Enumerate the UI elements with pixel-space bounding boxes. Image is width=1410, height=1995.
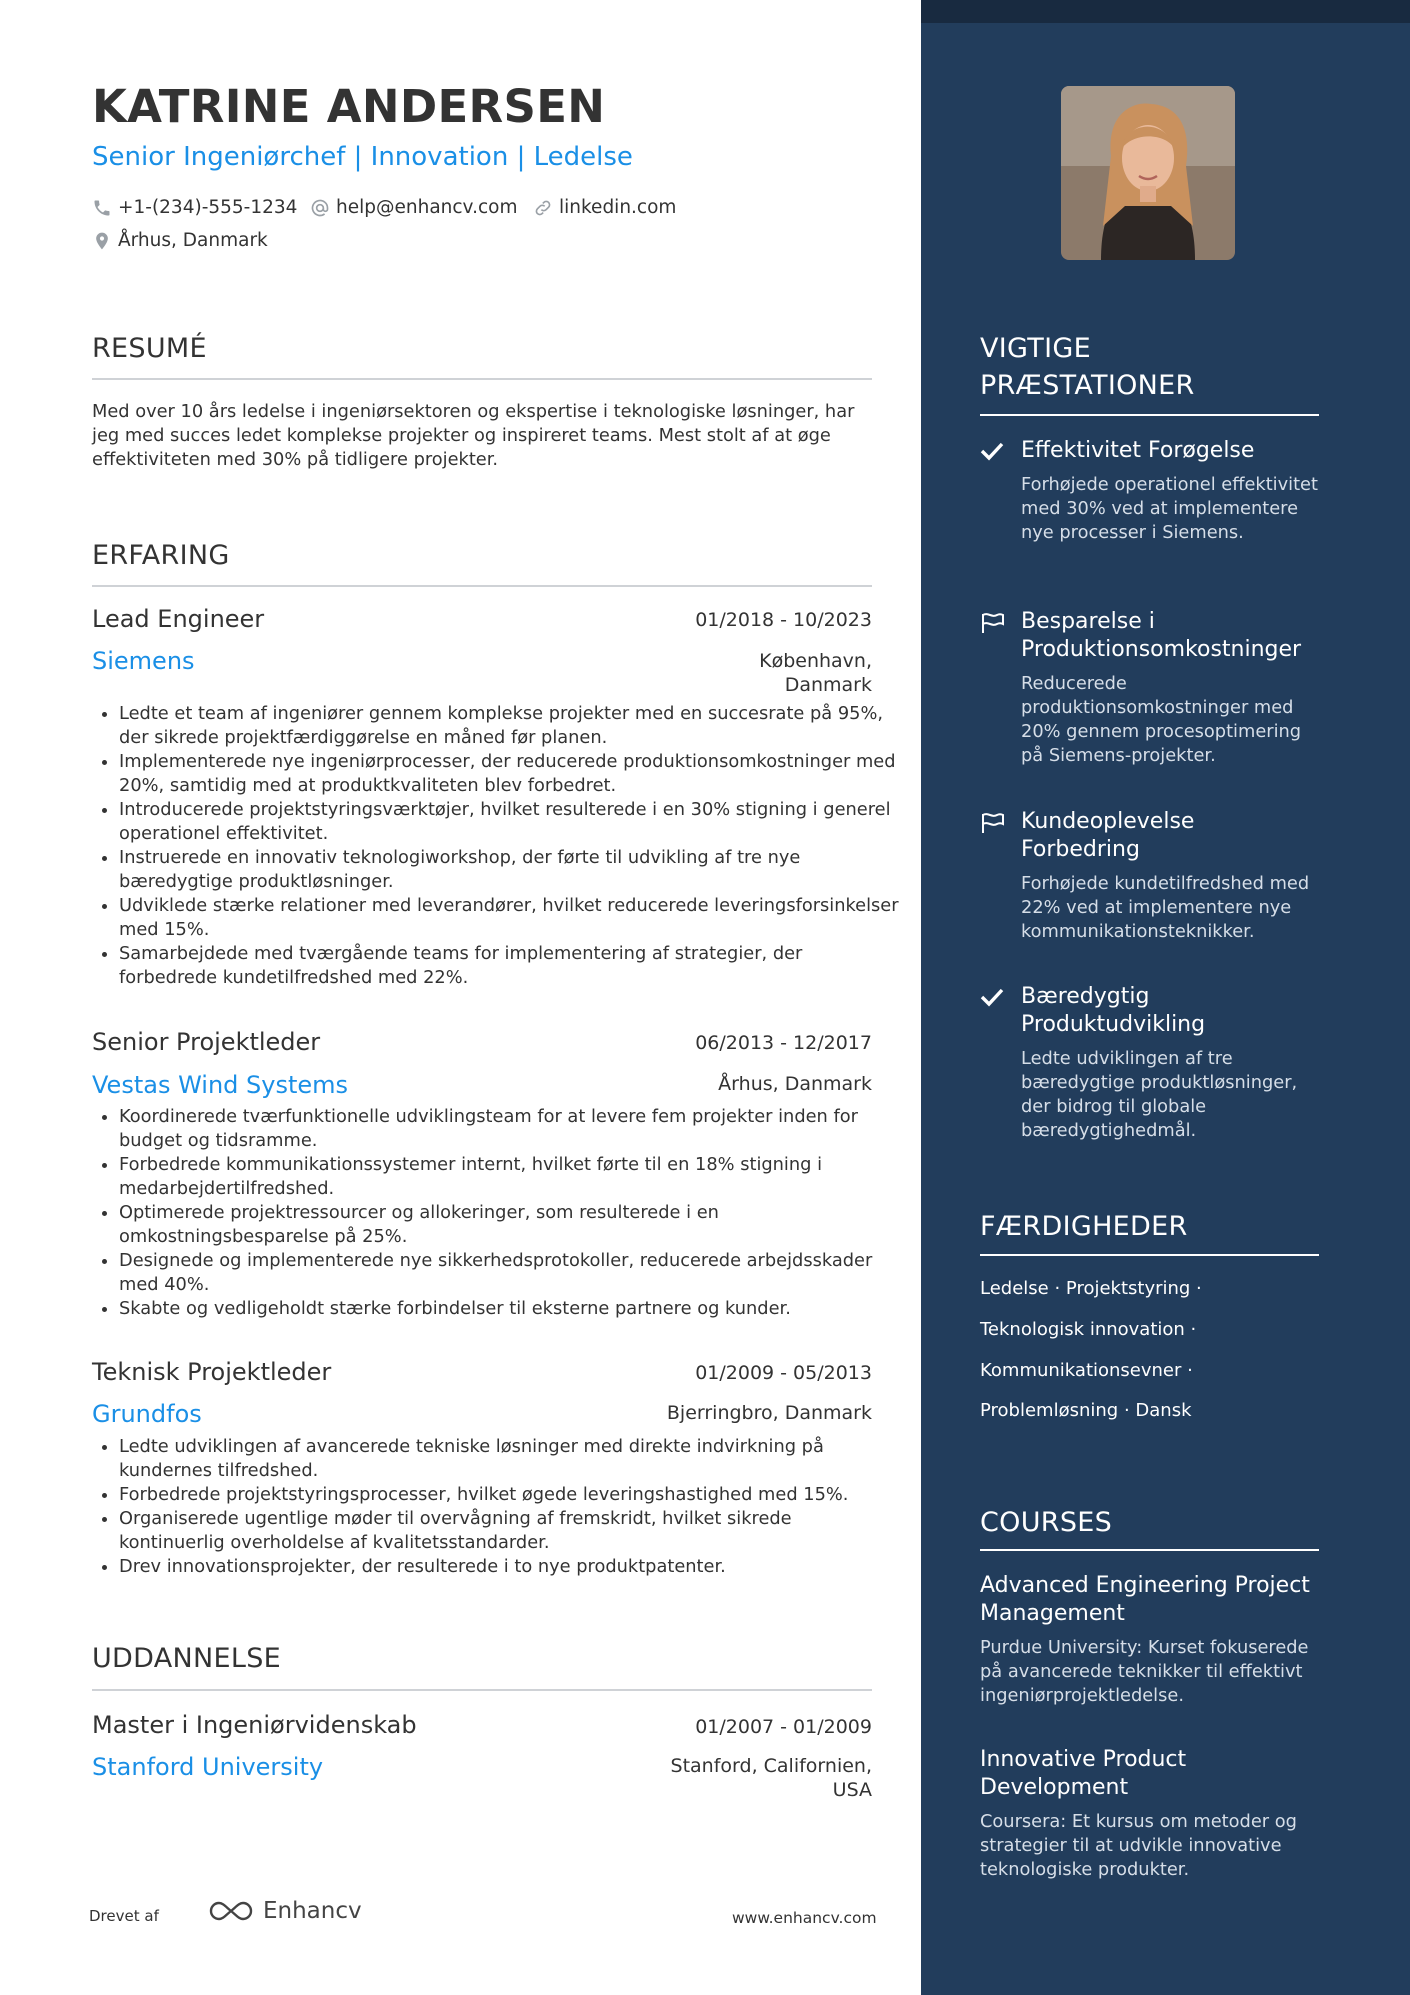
job-bullets — [92, 702, 899, 990]
courses-divider — [980, 1549, 1319, 1551]
linkedin-text: linkedin.com — [559, 197, 677, 218]
bullet-item: • Implementerede nye ingeniørprocesser, der reducerede produktionsomkostninger med 20%, samtidig med at produktkvaliteten blev forbedret. — [119, 750, 899, 798]
summary-text: Med over 10 års ledelse i ingeniørsektoren og ekspertise i teknologiske løsninger, har jeg med succes ledet komplekse projekter og inspireret teams. Mest stolt af at øge effektiviteten med 30% på tidligere projekter. — [92, 401, 855, 470]
job-dates: 01/2018 - 10/2023 — [695, 609, 872, 631]
experience-title: ERFARING — [92, 540, 230, 571]
education-divider — [92, 1689, 872, 1691]
skill-line: Teknologisk innovation · — [980, 1319, 1197, 1340]
achievement-title: Besparelse i Produktionsomkostninger — [1021, 609, 1302, 662]
summary-title: RESUMÉ — [92, 333, 207, 364]
achievement-desc: Forhøjede operationel effektivitet med 30% ved at implementere nye processer i Siemens. — [1021, 474, 1318, 543]
link-icon — [533, 198, 553, 218]
bullet-item: • Drev innovationsprojekter, der resulterede i to nye produktpatenter. — [119, 1555, 899, 1579]
location-pin-icon — [92, 231, 112, 251]
bullet-item: • Forbedrede kommunikationssystemer internt, hvilket førte til en 18% stigning i medarbejdertilfredshed. — [119, 1153, 899, 1201]
email-text: help@enhancv.com — [336, 197, 518, 218]
bullet-item: • Ledte udviklingen af avancerede tekniske løsninger med direkte indvirkning på kundernes tilfredshed. — [119, 1435, 899, 1483]
job-dates: 01/2009 - 05/2013 — [695, 1362, 872, 1384]
achievement-desc: Reducerede produktionsomkostninger med 20% gennem procesoptimering på Siemens-projekter. — [1021, 673, 1302, 766]
job-location: København, Danmark — [759, 650, 872, 696]
bullet-item: • Koordinerede tværfunktionelle udviklingsteam for at levere fem projekter inden for budget og tidsramme. — [119, 1105, 899, 1153]
bullet-item: • Skabte og vedligeholdt stærke forbindelser til eksterne partnere og kunder. — [119, 1297, 899, 1321]
job-bullets — [92, 1435, 899, 1579]
bullet-item: • Ledte et team af ingeniører gennem komplekse projekter med en succesrate på 95%, der sikrede projektfærdiggørelse en måned før planen. — [119, 702, 899, 750]
skill-line: Ledelse · Projektstyring · — [980, 1278, 1202, 1299]
education-dates: 01/2007 - 01/2009 — [695, 1716, 872, 1738]
course-desc: Coursera: Et kursus om metoder og strategier til at udvikle innovative teknologiske produkter. — [980, 1811, 1297, 1880]
bullet-item: • Forbedrede projektstyringsprocesser, hvilket øgede leveringshastighed med 15%. — [119, 1483, 899, 1507]
summary-divider — [92, 378, 872, 380]
check-icon — [980, 987, 1004, 1007]
company-name: Siemens — [92, 647, 195, 675]
achievement-title: Bæredygtig Produktudvikling — [1021, 984, 1206, 1037]
school-name: Stanford University — [92, 1753, 324, 1781]
bullet-item: • Optimerede projektressourcer og allokeringer, som resulterede i en omkostningsbesparelse på 25%. — [119, 1201, 899, 1249]
skill-line: Problemløsning · Dansk — [980, 1400, 1192, 1421]
education-title: UDDANNELSE — [92, 1643, 282, 1674]
infinity-logo-icon — [207, 1899, 255, 1923]
contact-location — [92, 230, 268, 251]
sidebar — [921, 0, 1410, 1995]
logo-text: Enhancv — [263, 1898, 362, 1924]
phone-text: +1-(234)-555-1234 — [118, 197, 298, 218]
bullet-item: • Introducerede projektstyringsværktøjer, hvilket resulterede i en 30% stigning i generel operationel effektivitet. — [119, 798, 899, 846]
contact-linkedin[interactable] — [533, 197, 676, 218]
sidebar-top-bar — [921, 0, 1410, 23]
phone-icon — [92, 198, 112, 218]
experience-divider — [92, 585, 872, 587]
check-icon — [980, 441, 1004, 461]
candidate-name: KATRINE ANDERSEN — [92, 80, 606, 133]
course-title: Innovative Product Development — [980, 1747, 1187, 1800]
degree-title: Master i Ingeniørvidenskab — [92, 1711, 417, 1739]
bullet-item: • Instruerede en innovativ teknologiworkshop, der førte til udvikling af tre nye bæredygtige produktløsninger. — [119, 846, 899, 894]
bullet-item: • Designede og implementerede nye sikkerhedsprotokoller, reducerede arbejdsskader med 40%. — [119, 1249, 899, 1297]
job-location: Århus, Danmark — [718, 1073, 872, 1095]
powered-by-label: Drevet af — [89, 1907, 159, 1925]
job-title: Lead Engineer — [92, 605, 265, 633]
location-text: Århus, Danmark — [118, 230, 268, 251]
bullet-item: • Udviklede stærke relationer med leverandører, hvilket reducerede leveringsforsinkelser med 15%. — [119, 894, 899, 942]
company-name: Grundfos — [92, 1400, 202, 1428]
course-title: Advanced Engineering Project Management — [980, 1573, 1310, 1626]
courses-title: COURSES — [980, 1507, 1113, 1538]
achievement-desc: Forhøjede kundetilfredshed med 22% ved at implementere nye kommunikationsteknikker. — [1021, 873, 1310, 942]
skills-title: FÆRDIGHEDER — [980, 1211, 1188, 1242]
bullet-item: • Samarbejdede med tværgående teams for implementering af strategier, der forbedrede kundetilfredshed med 22%. — [119, 942, 899, 990]
job-bullets — [92, 1105, 899, 1321]
at-icon — [310, 198, 330, 218]
education-location: Stanford, Californien, USA — [670, 1755, 872, 1801]
footer-url[interactable]: www.enhancv.com — [732, 1909, 877, 1927]
skills-divider — [980, 1254, 1319, 1256]
headline: Senior Ingeniørchef | Innovation | Ledelse — [92, 142, 633, 172]
job-location: Bjerringbro, Danmark — [666, 1402, 872, 1424]
job-dates: 06/2013 - 12/2017 — [695, 1032, 872, 1054]
course-desc: Purdue University: Kurset fokuserede på avancerede teknikker til effektivt ingeniørprojektledelse. — [980, 1637, 1309, 1706]
flag-icon — [980, 612, 1006, 634]
contact-phone[interactable] — [92, 197, 297, 218]
achievements-divider — [980, 414, 1319, 416]
flag-icon — [980, 812, 1006, 834]
company-name: Vestas Wind Systems — [92, 1071, 349, 1099]
achievement-desc: Ledte udviklingen af tre bæredygtige produktløsninger, der bidrog til globale bæredygtighedmål. — [1021, 1048, 1298, 1141]
achievement-title: Kundeoplevelse Forbedring — [1021, 809, 1195, 862]
profile-photo — [1061, 86, 1235, 260]
bullet-item: • Organiserede ugentlige møder til overvågning af fremskridt, hvilket sikrede kontinuerlig overholdelse af kvalitetsstandarder. — [119, 1507, 899, 1555]
job-title: Teknisk Projektleder — [92, 1358, 332, 1386]
achievements-title: VIGTIGE PRÆSTATIONER — [980, 333, 1195, 401]
skill-line: Kommunikationsevner · — [980, 1360, 1193, 1381]
enhancv-logo[interactable] — [207, 1898, 362, 1924]
contact-email[interactable] — [310, 197, 517, 218]
achievement-title: Effektivitet Forøgelse — [1021, 438, 1255, 463]
job-title: Senior Projektleder — [92, 1028, 321, 1056]
